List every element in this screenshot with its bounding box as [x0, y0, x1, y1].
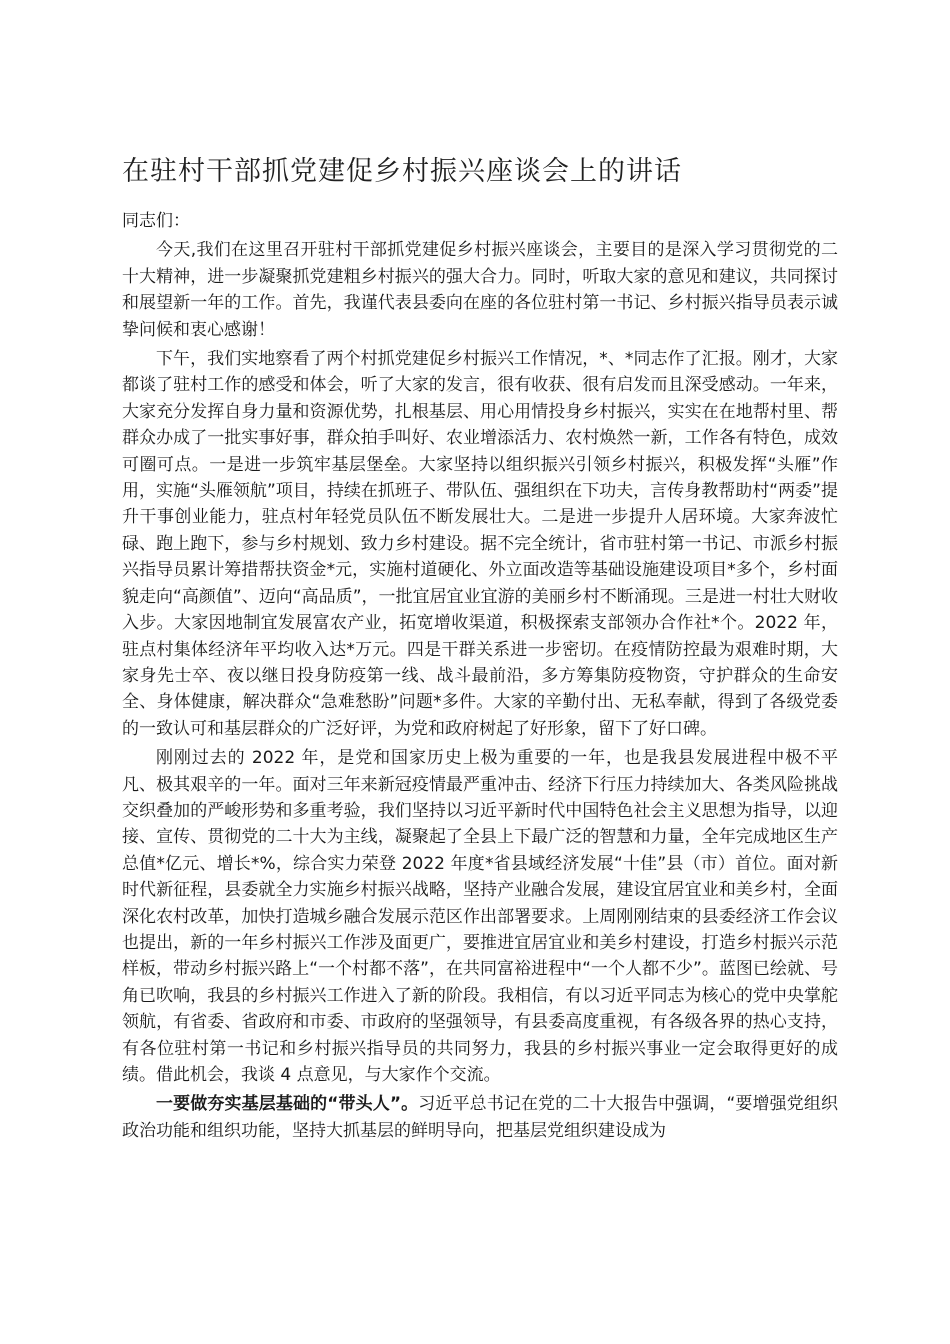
document-body [122, 208, 838, 1147]
document-title: 在驻村干部抓党建促乡村振兴座谈会上的讲话 [122, 156, 682, 187]
paragraph-opening: 今天,我们在这里召开驻村干部抓党建促乡村振兴座谈会，主要目的是深入学习贯彻党的二十大精神，进一步凝聚抓党建粗乡村振兴的强大合力。同时，听取大家的意见和建议，共同探讨和展望新一年的工作。首先，我谨代表县委向在座的各位驻村第一书记、乡村振兴指导员表示诚挚问候和衷心感谢！ [122, 240, 838, 340]
salutation: 同志们： [122, 211, 190, 231]
point-one-heading: 一要做夯实基层基础的“带头人”。 [156, 1094, 419, 1115]
paragraph-achievements: 下午，我们实地察看了两个村抓党建促乡村振兴工作情况，*、*同志作了汇报。刚才，大家都谈了驻村工作的感受和体会，听了大家的发言，很有收获、很有启发而且深受感动。一年来，大家充分发挥自身力量和资源优势，扎根基层、用心用情投身乡村振兴，实实在在地帮村里、帮群众办成了一批实事好事，群众拍手叫好、农业增添活力、农村焕然一新，工作各有特色，成效可圈可点。一是进一步筑牢基层堡垒。大家坚持以组织振兴引领乡村振兴，积极发挥“头雁”作用，实施“头雁领航”项目，持续在抓班子、带队伍、强组织在下功夫，言传身教帮助村“两委”提升干事创业能力，驻点村年轻党员队伍不断发展壮大。二是进一步提升人居环境。大家奔波忙碌、跑上跑下，参与乡村规划、致力乡村建设。据不完全统计，省市驻村第一书记、市派乡村振兴指导员累计筹措帮扶资金*元，实施村道硬化、外立面改造等基础设施建设项目*多个，乡村面貌走向“高颜值”、迈向“高品质”，一批宜居宜业宜游的美丽乡村不断涌现。三是进一村壮大财收入步。大家因地制宜发展富农产业，拓宽增收渠道，积极探索支部领办合作社*个。2022 年，驻点村集体经济年平均收入达*万元。四是干群关系进一步密切。在疫情防控最为艰难时期，大家身先士卒、夜以继日投身防疫第一线、战斗最前沿，多方筹集防疫物资，守护群众的生命安全、身体健康，解决群众“急难愁盼”问题*多件。大家的辛勤付出、无私奉献，得到了各级党委的一致认可和基层群众的广泛好评，为党和政府树起了好形象，留下了好口碑。 [122, 349, 838, 739]
point-one-text: 习近平总书记在党的二十大报告中强调，“要增强党组织政治功能和组织功能，坚持大抓基层的鲜明导向，把基层党组织建设成为 [122, 1094, 838, 1141]
paragraph-point-one [122, 1091, 838, 1144]
paragraph-review-2022: 刚刚过去的 2022 年，是党和国家历史上极为重要的一年，也是我县发展进程中极不平凡、极其艰辛的一年。面对三年来新冠疫情最严重冲击、经济下行压力持续加大、各类风险挑战交织叠加的严峻形势和多重考验，我们坚持以习近平新时代中国特色社会主义思想为指导，以迎接、宣传、贯彻党的二十大为主线，凝聚起了全县上下最广泛的智慧和力量，全年完成地区生产总值*亿元、增长*%，综合实力荣登 2022 年度*省县域经济发展“十佳”县（市）首位。面对新时代新征程，县委就全力实施乡村振兴战略，坚持产业融合发展，建设宜居宜业和美乡村，全面深化农村改革，加快打造城乡融合发展示范区作出部署要求。上周刚刚结束的县委经济工作会议也提出，新的一年乡村振兴工作涉及面更广，要推进宜居宜业和美乡村建设，打造乡村振兴示范样板，带动乡村振兴路上“一个村都不落”，在共同富裕进程中“一个人都不少”。蓝图已绘就、号角已吹响，我县的乡村振兴工作进入了新的阶段。我相信，有以习近平同志为核心的党中央掌舵领航，有省委、省政府和市委、市政府的坚强领导，有县委高度重视，有各级各界的热心支持，有各位驻村第一书记和乡村振兴指导员的共同努力，我县的乡村振兴事业一定会取得更好的成绩。借此机会，我谈 4 点意见，与大家作个交流。 [122, 748, 838, 1085]
